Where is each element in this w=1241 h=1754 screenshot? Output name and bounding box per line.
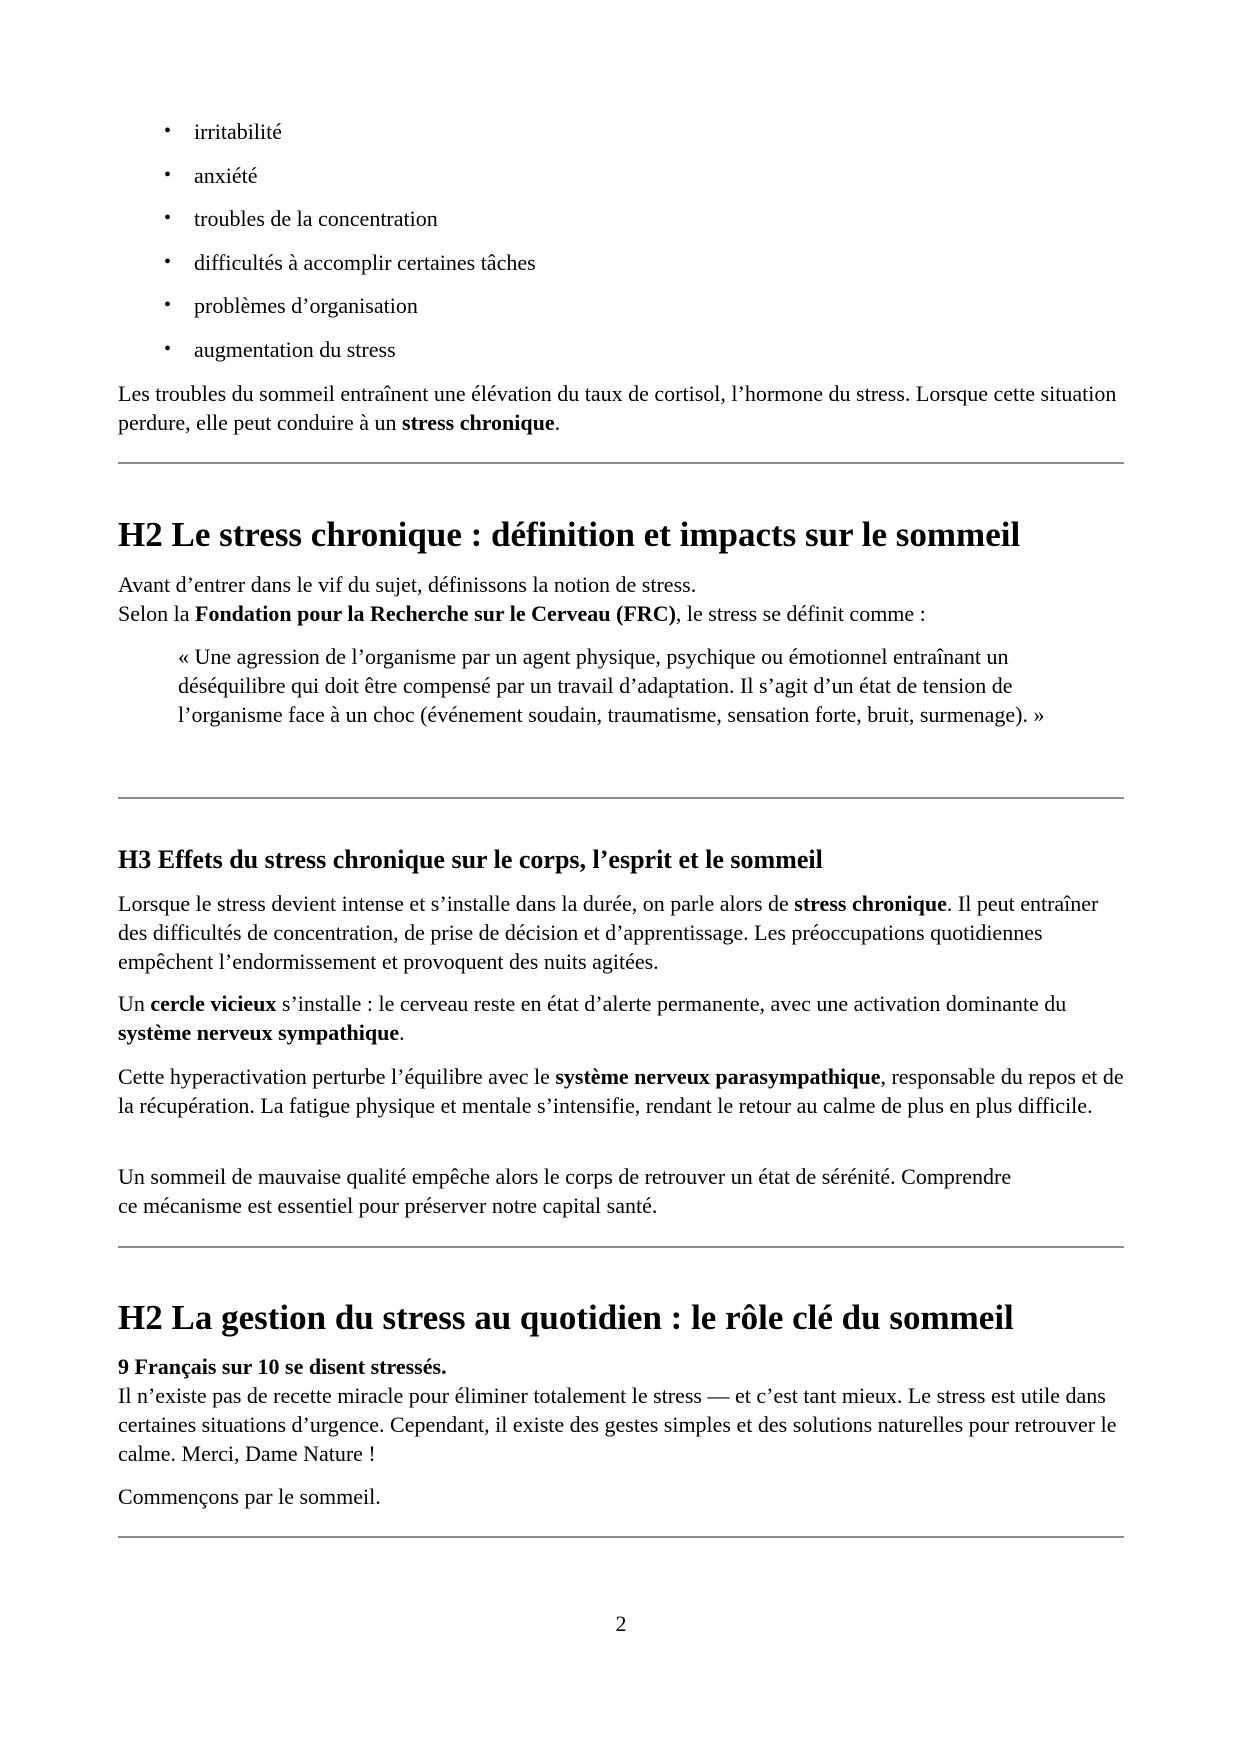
list-item: • troubles de la concentration [164,206,438,231]
list-item: • anxiété [164,162,258,188]
definition-intro: Avant d’entrer dans le vif du sujet, définissons la notion de stress. Selon la Fondation pour la Recherche sur le Cerveau (FRC), le stress se définit comme : [118,572,926,626]
list-item: • augmentation du stress [164,336,396,362]
list-item: • irritabilité [164,119,282,144]
list-item: • problèmes d’organisation [164,293,418,318]
bullet-icon: • [164,250,172,273]
divider [118,797,1124,799]
subsection-heading-effets: H3 Effets du stress chronique sur le corps, l’esprit et le sommeil [118,845,823,874]
bullet-icon: • [164,294,172,316]
list-item: • difficultés à accomplir certaines tâches [164,249,536,275]
divider [118,1536,1124,1538]
bullet-icon: • [164,207,172,229]
paragraph: Lorsque le stress devient intense et s’installe dans la durée, on parle alors de stress chronique. Il peut entraîner des difficultés de concentration, de prise de décision et d’apprentissage. Les préoccupations quotidiennes empêchent l’endormissement et provoquent des nuits agitées. [118,891,1099,974]
paragraph: Cette hyperactivation perturbe l’équilibre avec le système nerveux parasympathique, responsable du repos et de la récupération. La fatigue physique et mentale s’intensifie, rendant le retour au calme de plus en plus difficile. [118,1064,1124,1118]
intro-paragraph: Les troubles du sommeil entraînent une élévation du taux de cortisol, l’hormone du stress. Lorsque cette situation perdure, elle peut conduire à un stress chronique. [118,381,1117,435]
paragraph: Commençons par le sommeil. [118,1484,381,1509]
divider [118,1246,1124,1248]
bullet-icon: • [164,163,172,186]
paragraph: Un cercle vicieux s’installe : le cerveau reste en état d’alerte permanente, avec une activation dominante du système nerveux sympathique. [118,991,1067,1045]
symptom-list [164,117,536,378]
page-number: 2 [615,1611,627,1636]
frc-definition-quote: « Une agression de l’organisme par un agent physique, psychique ou émotionnel entraînant un déséquilibre qui doit être compensé par un travail d’adaptation. Il s’agit d’un état de tension de l’organisme face à un choc (événement soudain, traumatisme, sensation forte, bruit, surmenage). » [178,644,1045,727]
section-heading-gestion-stress: H2 La gestion du stress au quotidien : le rôle clé du sommeil [118,1298,1014,1337]
section-heading-stress-chronique: H2 Le stress chronique : définition et impacts sur le sommeil [118,515,1021,554]
divider [118,462,1124,464]
paragraph: 9 Français sur 10 se disent stressés. Il n’existe pas de recette miracle pour éliminer totalement le stress — et c’est tant mieux. Le stress est utile dans certaines situations d’urgence. Cependant, il existe des gestes simples et des solutions naturelles pour retrouver le calme. Merci, Dame Nature ! [118,1354,1117,1466]
bullet-icon: • [164,337,172,360]
bullet-icon: • [164,120,172,142]
paragraph: Un sommeil de mauvaise qualité empêche alors le corps de retrouver un état de sérénité. Comprendre ce mécanisme est essentiel pour préserver notre capital santé. [118,1164,1012,1218]
